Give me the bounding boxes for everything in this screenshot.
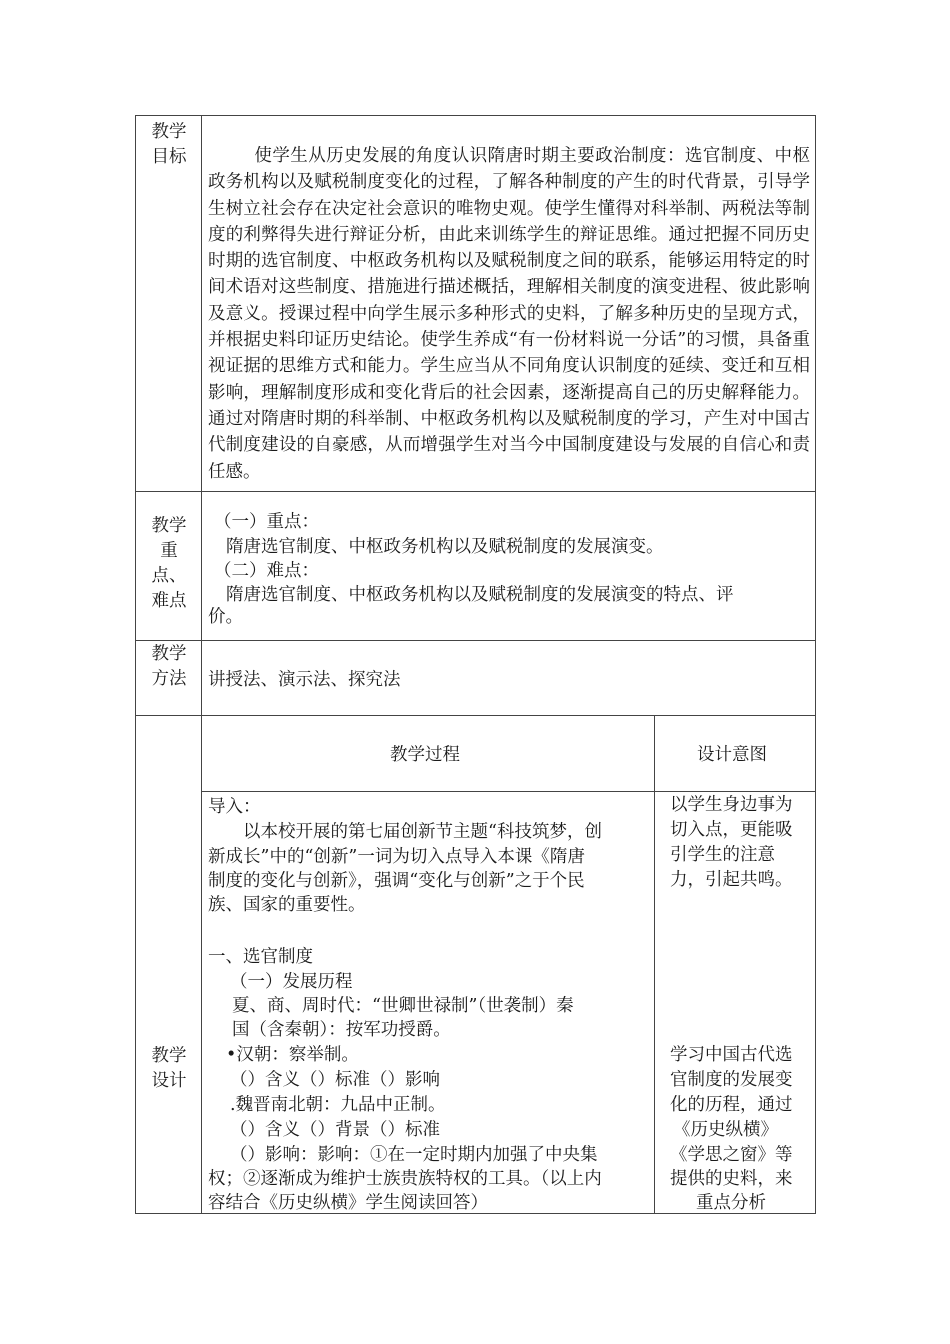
process-line: （）含义（）背景（）标准 bbox=[230, 1120, 440, 1140]
process-line: .魏晋南北朝：九品中正制。 bbox=[230, 1095, 446, 1115]
intent-line: 切入点，更能吸 bbox=[670, 820, 793, 840]
intent-line: 学习中国古代选 bbox=[670, 1045, 793, 1065]
process-line: （）含义（）标准（）影响 bbox=[230, 1070, 440, 1090]
process-column-header: 教学过程 bbox=[390, 745, 460, 765]
lesson-plan-table bbox=[135, 115, 816, 1214]
difficulty-body: 隋唐选官制度、中枢政务机构以及赋税制度的发展演变的特点、评 bbox=[226, 585, 734, 605]
intent-line: 力，引起共鸣。 bbox=[670, 870, 793, 890]
row-divider-methods bbox=[136, 715, 815, 716]
methods-text: 讲授法、演示法、探究法 bbox=[208, 670, 401, 690]
process-line: •汉朝：察举制。 bbox=[226, 1045, 359, 1065]
intent-line: 提供的史料，来 bbox=[670, 1169, 793, 1189]
process-line: 新成长”中的“创新”一词为切入点导入本课《隋唐 bbox=[208, 847, 585, 867]
process-line: 国（含秦朝）：按军功授爵。 bbox=[232, 1020, 451, 1040]
row-divider-key-points bbox=[136, 640, 815, 641]
intent-line: 引学生的注意 bbox=[670, 845, 775, 865]
design-column-divider bbox=[654, 715, 655, 1213]
objectives-label: 教学 目标 bbox=[151, 122, 187, 167]
process-line: 一、选官制度 bbox=[208, 947, 313, 967]
intent-line: 以学生身边事为 bbox=[670, 795, 793, 815]
process-line: 以本校开展的第七届创新节主题“科技筑梦，创 bbox=[243, 822, 602, 842]
process-line: 夏、商、周时代：“世卿世禄制”（世袭制）秦 bbox=[232, 996, 574, 1016]
process-line: 族、国家的重要性。 bbox=[208, 895, 366, 915]
difficulty-heading: （二）难点： bbox=[214, 561, 319, 581]
process-line: （一）发展历程 bbox=[230, 972, 353, 992]
key-points-label: 教学 重 点、 难点 bbox=[151, 516, 187, 611]
key-point-body: 隋唐选官制度、中枢政务机构以及赋税制度的发展演变。 bbox=[226, 537, 664, 557]
intent-line: 《历史纵横》 bbox=[673, 1120, 778, 1140]
process-line: （）影响：影响：①在一定时期内加强了中央集 bbox=[230, 1145, 598, 1165]
process-line: 权；②逐渐成为维护士族贵族特权的工具。（以上内 bbox=[208, 1169, 602, 1189]
key-point-heading: （一）重点： bbox=[214, 512, 319, 532]
process-line: 导入： bbox=[208, 797, 261, 817]
process-line: 容结合《历史纵横》学生阅读回答） bbox=[208, 1193, 488, 1213]
intent-line: 重点分析 bbox=[696, 1193, 766, 1213]
intent-line: 《学思之窗》等 bbox=[670, 1145, 793, 1165]
row-divider-objectives bbox=[136, 491, 815, 492]
objectives-text: 使学生从历史发展的角度认识隋唐时期主要政治制度：选官制度、中枢政务机构以及赋税制度变化的过程，了解各种制度的产生的时代背景，引导学生树立社会存在决定社会意识的唯物史观。使学生懂得对科举制、两税法等制度的利弊得失进行辩证分析，由此来训练学生的辩证思维。通过把握不同历史时期的选官制度、中枢政务机构以及赋税制度之间的联系，能够运用特定的时间术语对这些制度、措施进行描述概括，理解相关制度的演变进程、彼此影响及意义。授课过程中向学生展示多种形式的史料，了解多种历史的呈现方式，并根据史料印证历史结论。使学生养成“有一份材料说一分话”的习惯，具备重视证据的思维方式和能力。学生应当从不同角度认识制度的延续、变迁和互相影响，理解制度形成和变化背后的社会因素，逐渐提高自己的历史解释能力。通过对隋唐时期的科举制、中枢政务机构以及赋税制度的学习，产生对中国古代制度建设的自豪感，从而增强学生对当今中国制度建设与发展的自信心和责任感。 bbox=[208, 146, 810, 482]
methods-label: 教学 方法 bbox=[151, 644, 187, 689]
difficulty-body-cont: 价。 bbox=[208, 607, 243, 627]
intent-line: 化的历程，通过 bbox=[670, 1095, 793, 1115]
design-label: 教学 设计 bbox=[151, 1046, 187, 1091]
intent-line: 官制度的发展变 bbox=[670, 1070, 793, 1090]
intent-column-header: 设计意图 bbox=[697, 745, 767, 765]
process-line: 制度的变化与创新》，强调“变化与创新”之于个民 bbox=[208, 871, 585, 891]
